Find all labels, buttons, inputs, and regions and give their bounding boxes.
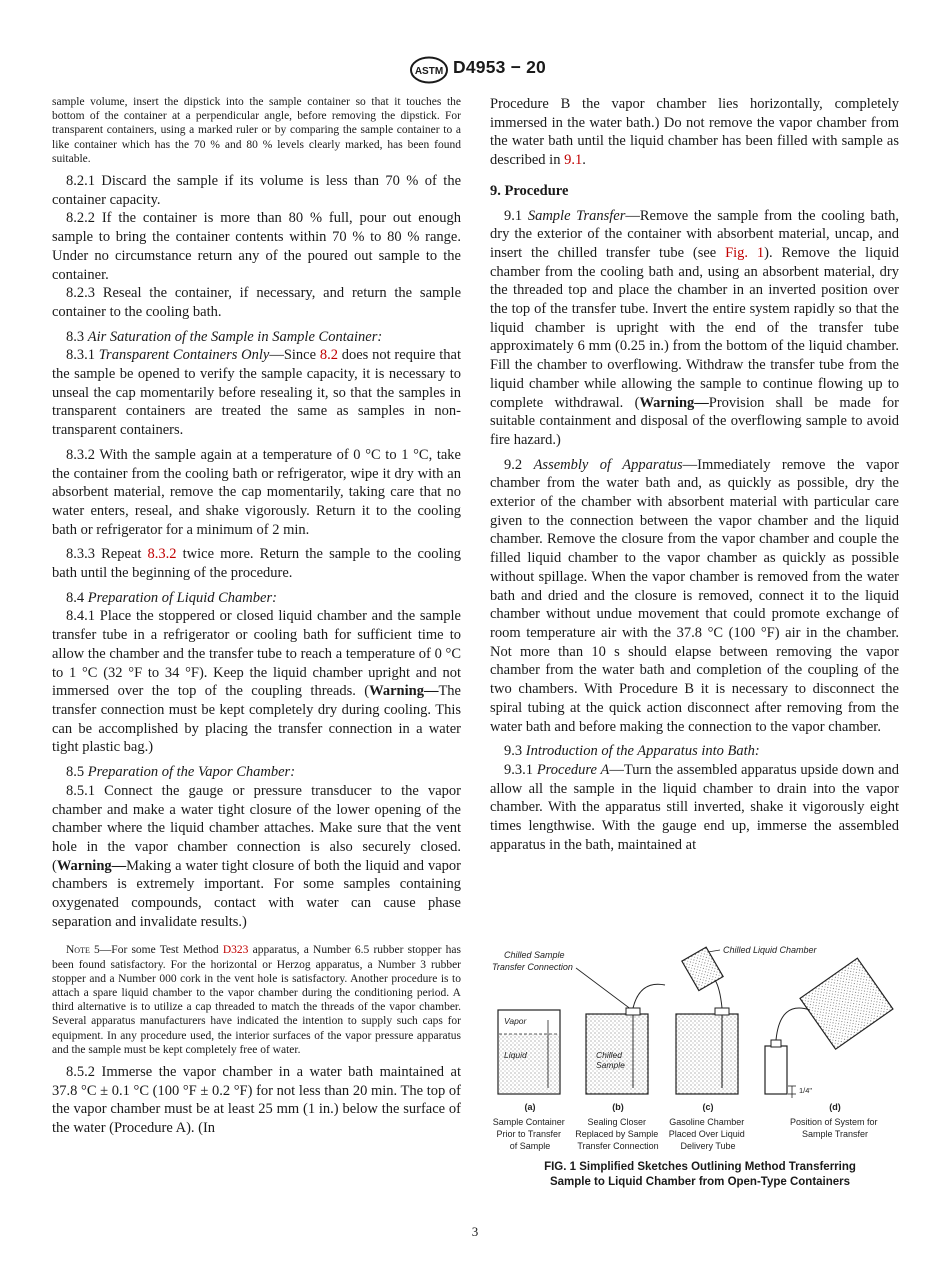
paragraph-8-3-3: 8.3.3 Repeat 8.3.2 twice more. Return the sample to the cooling bath until the beginning of the procedure. [52, 546, 461, 582]
link-8-3-2[interactable]: 8.3.2 [147, 546, 177, 563]
figure-1-panel-captions [490, 1100, 910, 1158]
heading-8-4: 8.4 Preparation of Liquid Chamber: [66, 589, 277, 606]
paragraph-9-3-1: 9.3.1 Procedure A—Turn the assembled apparatus upside down and allow all the sample in the liquid chamber to drain into the vapor chamber. With the apparatus still inverted, shake it vigorously eight times lengthwise. With the gauge end up, immerse the assembled apparatus in the bath, maintained at [490, 761, 899, 853]
panel-d-letter: (d) [829, 1102, 841, 1112]
paragraph-8-2-3: 8.2.3 Reseal the container, if necessary, and return the sample container to the cooling bath. [52, 285, 461, 320]
panel-b-caption: Sealing Closer Replaced by Sample Transfer Connection [575, 1117, 659, 1151]
label-chilled-sample: Chilled Sample [596, 1050, 625, 1070]
dimension-label: 1/4" [799, 1086, 813, 1095]
paragraph-8-3-1: 8.3.1 Transparent Containers Only—Since 8.2 does not require that the sample be opened to verify the sample capacity, it is necessary to unseal the cap momentarily before resealing it, so that the samples in transparent containers are treated the same as samples in non-transparent containers. [52, 347, 461, 439]
label-vapor: Vapor [504, 1016, 527, 1026]
panel-c-caption: Gasoline Chamber Placed Over Liquid Delivery Tube [668, 1117, 745, 1151]
heading-9-3: 9.3 Introduction of the Apparatus into Bath: [504, 743, 760, 760]
page-number: 3 [471, 1224, 479, 1239]
panel-c-container [676, 947, 738, 1094]
paragraph-continued: sample volume, insert the dipstick into the sample container so that it touches the bottom of the container at a perpendicular angle, before removing the dipstick. For transparent containers, using a marked ruler or by comparing the sample container to a like container which has the 70 % and 80 % levels clearly marked, has been found suitable. [52, 96, 461, 165]
panel-d-caption: Position of System for Sample Transfer [789, 1117, 878, 1139]
label-chilled-liquid-chamber: Chilled Liquid Chamber [723, 945, 817, 955]
paragraph-8-4-1: 8.4.1 Place the stoppered or closed liquid chamber and the sample transfer tube in a refrigerator or cooling bath for sufficient time to allow the chamber and the transfer tube to reach a temperature of 0 °C to 1 °C (32 °F to 34 °F). Keep the liquid chamber upright and not immersed over the top of the coupling threads. (Warning—The transfer connection must be kept completely dry during cooling. This can be accomplished by placing the transfer connection in a water tight plastic bag.) [52, 608, 461, 756]
panel-a-caption: Sample Container Prior to Transfer of Sample [492, 1117, 565, 1151]
paragraph-continued-right: Procedure B the vapor chamber lies horizontally, completely immersed in the water bath.) Do not remove the vapor chamber from the water bath until the liquid chamber has been filled with sample as described in 9.1. [490, 96, 899, 169]
panel-c-letter: (c) [702, 1102, 714, 1112]
label-transfer-connection: Chilled Sample Transfer Connection [492, 950, 573, 972]
link-fig-1[interactable]: Fig. 1 [725, 244, 765, 261]
page-header [0, 56, 950, 86]
paragraph-8-2-1: 8.2.1 Discard the sample if its volume is less than 70 % of the container capacity. [52, 173, 461, 208]
link-8-2[interactable]: 8.2 [319, 347, 338, 364]
panel-b-letter: (b) [612, 1102, 624, 1112]
svg-text:ASTM: ASTM [414, 66, 444, 77]
figure-1-caption: FIG. 1 Simplified Sketches Outlining Method Transferring Sample to Liquid Chamber from Open-Type Containers [544, 1161, 856, 1188]
panel-b-container [586, 984, 665, 1094]
panel-a-container [498, 1010, 560, 1094]
section-heading-procedure: 9. Procedure [490, 182, 569, 199]
paragraph-8-5-2: 8.5.2 Immerse the vapor chamber in a water bath maintained at 37.8 °C ± 0.1 °C (100 °F ± 0.2 °F) for not less than 20 min. The top of the vapor chamber must be at least 25 mm (1 in.) below the surface of the water (Procedure A). (In [52, 1064, 461, 1137]
right-column [490, 95, 899, 854]
paragraph-8-5-1: 8.5.1 Connect the gauge or pressure transducer to the vapor chamber and make a water tight closure of the lower opening of the chamber where the liquid chamber attaches. Make sure that the vent hole in the vapor chamber connection is also securely closed. (Warning—Making a water tight closure of both the liquid and vapor chambers is extremely important. For some samples containing oxygenated compounds, contact with water can cause phase separation and invalidate results.) [52, 782, 461, 930]
left-column [52, 95, 461, 1138]
panel-d-container [765, 958, 893, 1098]
link-9-1[interactable]: 9.1 [564, 152, 583, 169]
figure-1-diagram [490, 940, 910, 1100]
paragraph-9-1: 9.1 Sample Transfer—Remove the sample from the cooling bath, dry the exterior of the container with absorbent material, uncap, and insert the chilled transfer tube (see Fig. 1). Remove the liquid chamber from the cooling bath and, using an absorbent material, dry the threaded top and place the chamber in an inverted position over the top of the transfer tube. Invert the entire system rapidly so that the liquid chamber is upright with the end of the transfer tube approximately 6 mm (0.25 in.) from the bottom of the liquid chamber. Fill the chamber to overflowing. Withdraw the transfer tube from the liquid chamber while allowing the sample to continue flowing up to complete withdrawal. (Warning—Provision shall be made for suitable containment and disposal of the overflowing sample to avoid fire hazard.) [490, 207, 900, 448]
astm-logo-icon [409, 56, 449, 84]
heading-8-5: 8.5 Preparation of the Vapor Chamber: [66, 764, 296, 781]
link-d323[interactable]: D323 [222, 944, 249, 957]
paragraph-8-3-2: 8.3.2 With the sample again at a temperature of 0 °C to 1 °C, take the container from the cooling bath or refrigerator, wipe it dry with an absorbent material, remove the cap momentarily, taking care that no water enters, reseal, and shake vigorously. Return it to the cooling bath or refrigerator for a minimum of 2 min. [52, 446, 461, 538]
paragraph-9-2: 9.2 Assembly of Apparatus—Immediately remove the vapor chamber from the water bath and, as quickly as possible, dry the exterior of the chamber with absorbent material with particular care given to the connection between the vapor chamber and the liquid chamber. Remove the closure from the vapor chamber and couple the filled liquid chamber to the vapor chamber as quickly as possible without spillage. When the vapor chamber is removed from the water bath and dried and the closure is removed, connect it to the liquid chamber without undue movement that could promote exchange of room temperature air with the 37.8 °C (100 °F) air in the chamber. Not more than 10 s should elapse between removing the vapor chamber from the water bath and completion of the coupling of the two chambers. With Procedure B it is necessary to disconnect the spiral tubing at the quick action disconnect after removing from the water bath and before making the connection to the vapor chamber. [490, 456, 899, 735]
heading-8-3: 8.3 Air Saturation of the Sample in Sample Container: [66, 328, 383, 345]
paragraph-8-2-2: 8.2.2 If the container is more than 80 % full, pour out enough sample to bring the container contents within 70 % to 80 % range. Under no circumstance return any of the poured out sample to the container. [52, 210, 461, 283]
panel-a-letter: (a) [524, 1102, 536, 1112]
note-5: Note 5—For some Test Method D323 apparatus, a Number 6.5 rubber stopper has been found satisfactory. For the horizontal or Herzog apparatus, a Number 3 rubber stopper and a Number 000 cork in the vent hole is satisfactory. Another procedure is to attach a spare liquid chamber to the vapor chamber during the conditioning period. A third alternative is to utilize a cap threaded to match the threads of the vapor chamber. Several apparatus manufacturers have indicated the intention to supply such caps for equipment. In any procedure used, the interior surfaces of the vapor pressure apparatus and the sample must be kept completely free of water. [52, 944, 462, 1056]
document-id: D4953 − 20 [453, 57, 546, 77]
label-liquid: Liquid [504, 1050, 527, 1060]
